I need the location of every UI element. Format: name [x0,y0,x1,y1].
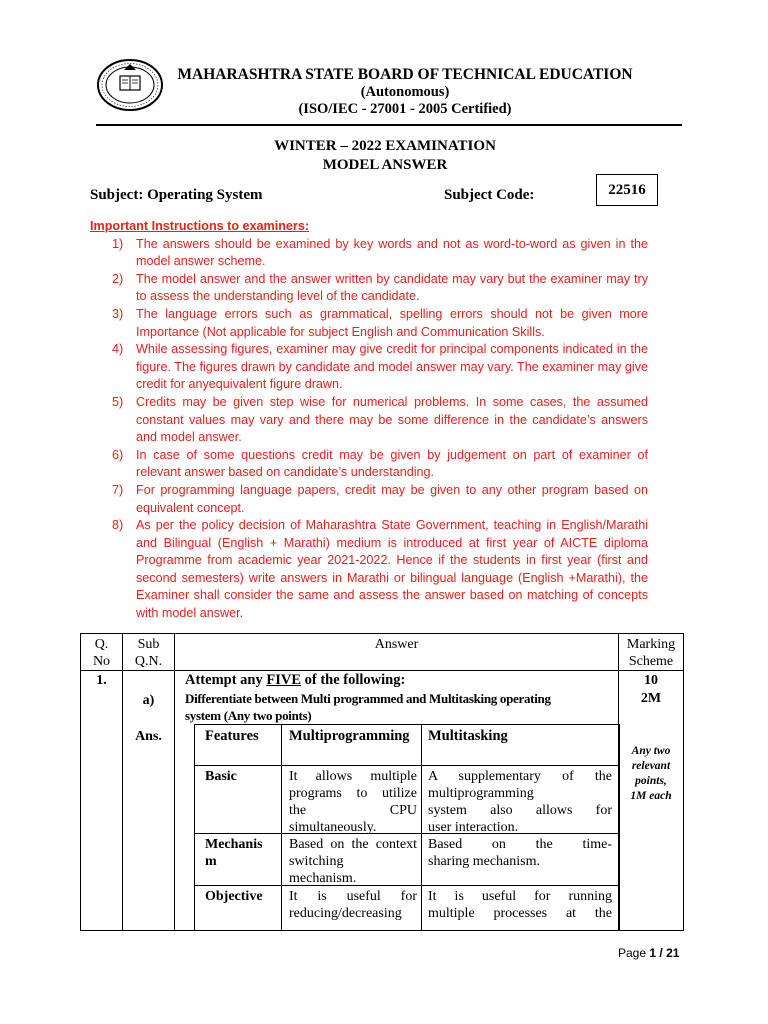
table-col-divider [174,634,175,930]
row-objective-multiprogramming: It is useful for reducing/decreasing [289,889,417,921]
instruction-number: 3) [112,306,124,321]
header-answer: Answer [374,637,419,652]
total-marks: 10 [644,673,658,688]
instruction-number: 1) [112,236,124,251]
subject-name: Subject: Operating System [90,187,263,203]
col-header-multiprogramming: Multiprogramming [289,728,410,744]
comparison-col-divider [281,725,282,930]
instruction-text: In case of some questions credit may be given by judgement on part of examiner of relevant answer based on candidate’s understanding. [136,447,648,480]
instruction-number: 7) [112,482,124,497]
instructions-heading: Important Instructions to examiners: [90,219,310,233]
instruction-text: While assessing figures, examiner may give credit for principal components indicated in the figure. The figures drawn by candidate and model answer may vary. The examiner may give credit for anyequivalent figure drawn. [136,342,648,392]
board-certification: (ISO/IEC - 27001 - 2005 Certified) [298,101,512,117]
examiner-instructions [90,218,648,623]
col-header-features: Features [205,728,259,744]
instruction-text: As per the policy decision of Maharashtra State Government, teaching in English/Marathi and Bilingual (English + Marathi) medium is introduced at first year of AICTE diploma Programme from academic year 2021-2022. Hence if the students in first year (first and second semesters) write answers in Marathi or bilingual language (English +Marathi), the Examiner shall consider the same and assess the answer based on matching of concepts with model answer. [136,518,648,621]
instruction-item [90,482,648,517]
exam-subtitle: MODEL ANSWER [322,157,448,173]
instruction-text: The language errors such as grammatical, spelling errors should not be given more Importance (Not applicable for subject English and Communication Skills. [136,306,648,339]
header-divider [96,124,682,126]
row-basic-multiprogramming: It allows multiple programs to utilize the CPU simultaneously. [289,769,417,835]
instruction-text: Credits may be given step wise for numerical problems. In some cases, the assumed constant values may vary and there may be some difference in the candidate’s answers and model answer. [136,394,648,445]
row-feature-objective: Objective [205,889,263,904]
row-objective-multitasking: It is useful for running multiple processes at the [428,889,612,921]
question-number: 1. [96,673,107,688]
instruction-number: 4) [112,342,124,357]
header-sub-qn: Sub Q.N. [134,637,163,669]
page-number: Page 1 / 21 [618,946,680,960]
subject-code-box: 22516 [596,174,658,206]
row-basic-multitasking: A supplementary of the multiprogramming system also allows for user interaction. [428,769,612,835]
comparison-col-divider [421,725,422,930]
instruction-item [90,394,648,447]
board-name: MAHARASHTRA STATE BOARD OF TECHNICAL EDUCATION [177,66,633,83]
subject-code-label: Subject Code: [444,187,535,203]
instruction-text: For programming language papers, credit may be given to any other program based on equivalent concept. [136,482,648,515]
answer-label: Ans. [135,729,162,744]
sub-question-label: a) [142,693,155,708]
header-marking-scheme: Marking Scheme [626,637,676,669]
table-header-divider [81,670,683,671]
instructions-list [90,236,648,623]
row-feature-basic: Basic [205,769,237,784]
instruction-number: 8) [112,518,124,533]
answer-table [80,633,684,931]
board-autonomous: (Autonomous) [360,84,450,100]
attempt-instruction: Attempt any FIVE of the following: [185,672,406,688]
row-mechanism-multiprogramming: Based on the context switching mechanism. [289,837,417,886]
instruction-item [90,236,648,271]
sub-question-marks: 2M [640,691,662,706]
exam-title: WINTER – 2022 EXAMINATION [274,138,496,154]
instruction-text: The model answer and the answer written by candidate may vary but the examiner may try to assess the understanding level of the candidate. [136,271,648,304]
row-feature-mechanism: Mechanis m [205,837,263,869]
msbte-seal-logo [96,58,164,112]
col-header-multitasking: Multitasking [428,728,508,744]
instruction-number: 6) [112,447,124,462]
header-q-no: Q. No [92,637,111,669]
instruction-number: 5) [112,394,124,409]
instruction-item [90,271,648,306]
table-col-divider [122,634,123,930]
comparison-row-divider [195,765,619,766]
instruction-text: The answers should be examined by key words and not as word-to-word as given in the model answer scheme. [136,236,648,269]
instruction-item [90,517,648,623]
row-mechanism-multitasking: Based on the time- sharing mechanism. [428,837,612,869]
sub-question-text: Differentiate between Multi programmed and Multitasking operating system (Any two points) [185,691,551,723]
instruction-number: 2) [112,271,124,286]
comparison-table [194,724,620,931]
instruction-item [90,341,648,394]
instruction-item [90,447,648,482]
marking-note: Any two relevant points, 1M each [630,745,672,802]
instruction-item [90,306,648,341]
